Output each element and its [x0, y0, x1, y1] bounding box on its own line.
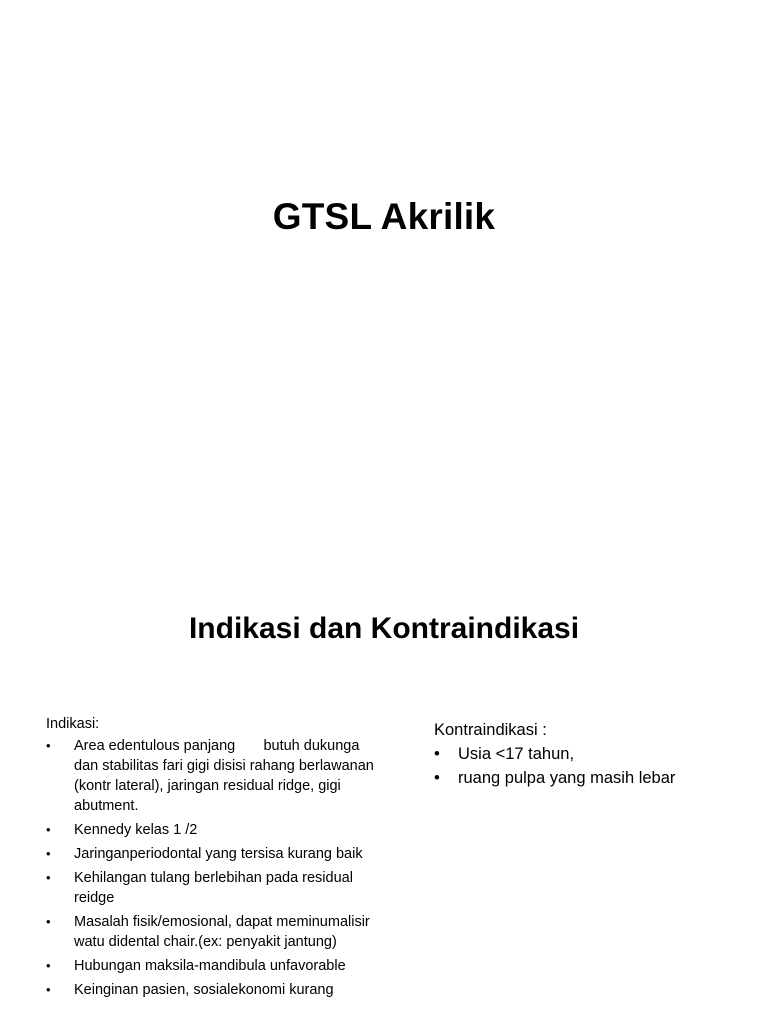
bullet-icon: •: [46, 738, 51, 753]
indikasi-column: [46, 714, 386, 1004]
list-item: [434, 742, 754, 766]
list-item: [434, 766, 754, 790]
indikasi-heading: Indikasi:: [46, 716, 100, 732]
presentation-title: GTSL Akrilik: [272, 196, 496, 237]
bullet-icon: •: [46, 870, 51, 885]
list-item-text: Kennedy kelas 1 /2: [74, 822, 198, 838]
kontraindikasi-list: [434, 742, 754, 790]
list-item-text: Hubungan maksila-mandibula unfavorable: [74, 958, 346, 974]
kontraindikasi-heading: Kontraindikasi :: [434, 721, 547, 739]
list-item: [46, 820, 386, 840]
list-item: [46, 736, 386, 816]
list-item: [46, 912, 386, 952]
bullet-icon: •: [46, 846, 51, 861]
indikasi-list: [46, 736, 386, 1000]
bullet-icon: •: [46, 822, 51, 837]
bullet-icon: •: [434, 769, 440, 787]
list-item: [46, 868, 386, 908]
list-item: [46, 980, 386, 1000]
section-title: Indikasi dan Kontraindikasi: [188, 612, 580, 645]
list-item-text: Usia <17 tahun,: [458, 745, 575, 763]
slide-indications: [0, 576, 768, 1024]
list-item-text: Jaringanperiodontal yang tersisa kurang baik: [74, 846, 363, 862]
bullet-icon: •: [46, 982, 51, 997]
list-item-text: ruang pulpa yang masih lebar: [458, 769, 676, 787]
list-item: [46, 956, 386, 976]
list-item-text: Keinginan pasien, sosialekonomi kurang: [74, 982, 334, 998]
bullet-icon: •: [46, 958, 51, 973]
list-item: [46, 844, 386, 864]
list-item-text: Area edentulous panjang butuh dukunga dan stabilitas fari gigi disisi rahang berlawanan (kontr lateral), jaringan residual ridge, gigi abutment.: [74, 738, 378, 814]
list-item-text: Masalah fisik/emosional, dapat meminumalisir watu didental chair.(ex: penyakit jantung): [74, 914, 370, 950]
bullet-icon: •: [434, 745, 440, 763]
bullet-icon: •: [46, 914, 51, 929]
kontraindikasi-column: [434, 718, 754, 790]
list-item-text: Kehilangan tulang berlebihan pada residual reidge: [74, 870, 353, 906]
